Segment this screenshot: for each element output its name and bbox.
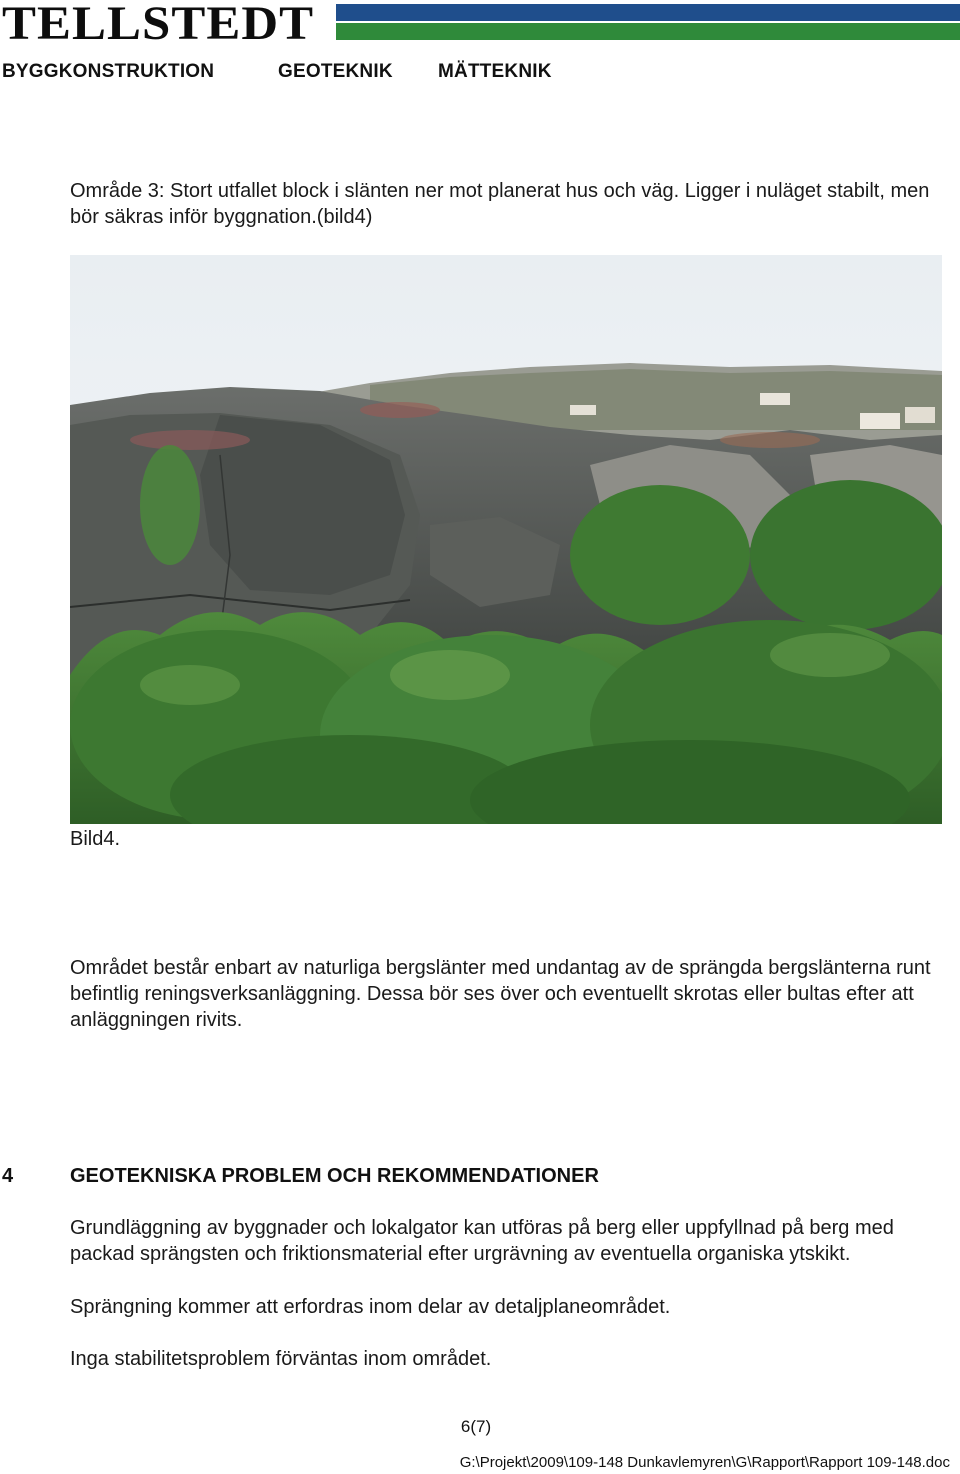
section-heading <box>2 1163 599 1189</box>
file-path: G:\Projekt\2009\109-148 Dunkavlemyren\G\Rapport\Rapport 109-148.doc <box>459 1454 950 1471</box>
tagline-matteknik: MÄTTEKNIK <box>438 61 552 82</box>
tagline-byggkonstruktion: BYGGKONSTRUKTION <box>2 61 215 82</box>
paragraph-foundation: Grundläggning av byggnader och lokalgator kan utföras på berg eller uppfyllnad på berg med packad sprängsten och friktionsmaterial efter urgrävning av eventuella organiska ytskikt. <box>70 1217 894 1265</box>
header-stripe-green <box>336 23 960 40</box>
paragraph-area-3: Område 3: Stort utfallet block i slänten ner mot planerat hus och väg. Ligger i nuläget stabilt, men bör säkras inför byggnation.(bild4) <box>70 180 930 228</box>
tagline-geoteknik: GEOTEKNIK <box>278 61 393 82</box>
photo-bild4 <box>70 255 942 824</box>
section-title: GEOTEKNISKA PROBLEM OCH REKOMMENDATIONER <box>70 1165 599 1187</box>
company-logo: TELLSTEDT <box>2 0 315 50</box>
page-number: 6(7) <box>460 1417 492 1436</box>
image-caption: Bild4. <box>70 828 121 850</box>
header-stripe-blue <box>336 4 960 21</box>
paragraph-area-description: Området består enbart av naturliga bergslänter med undantag av de sprängda bergslänterna runt befintlig reningsverksanläggning. Dessa bör ses över och eventuellt skrotas eller bultas efter att anläggningen rivits. <box>70 957 931 1031</box>
paragraph-stability: Inga stabilitetsproblem förväntas inom området. <box>70 1348 492 1370</box>
section-number: 4 <box>2 1165 14 1187</box>
paragraph-blasting: Sprängning kommer att erfordras inom delar av detaljplaneområdet. <box>70 1296 671 1318</box>
